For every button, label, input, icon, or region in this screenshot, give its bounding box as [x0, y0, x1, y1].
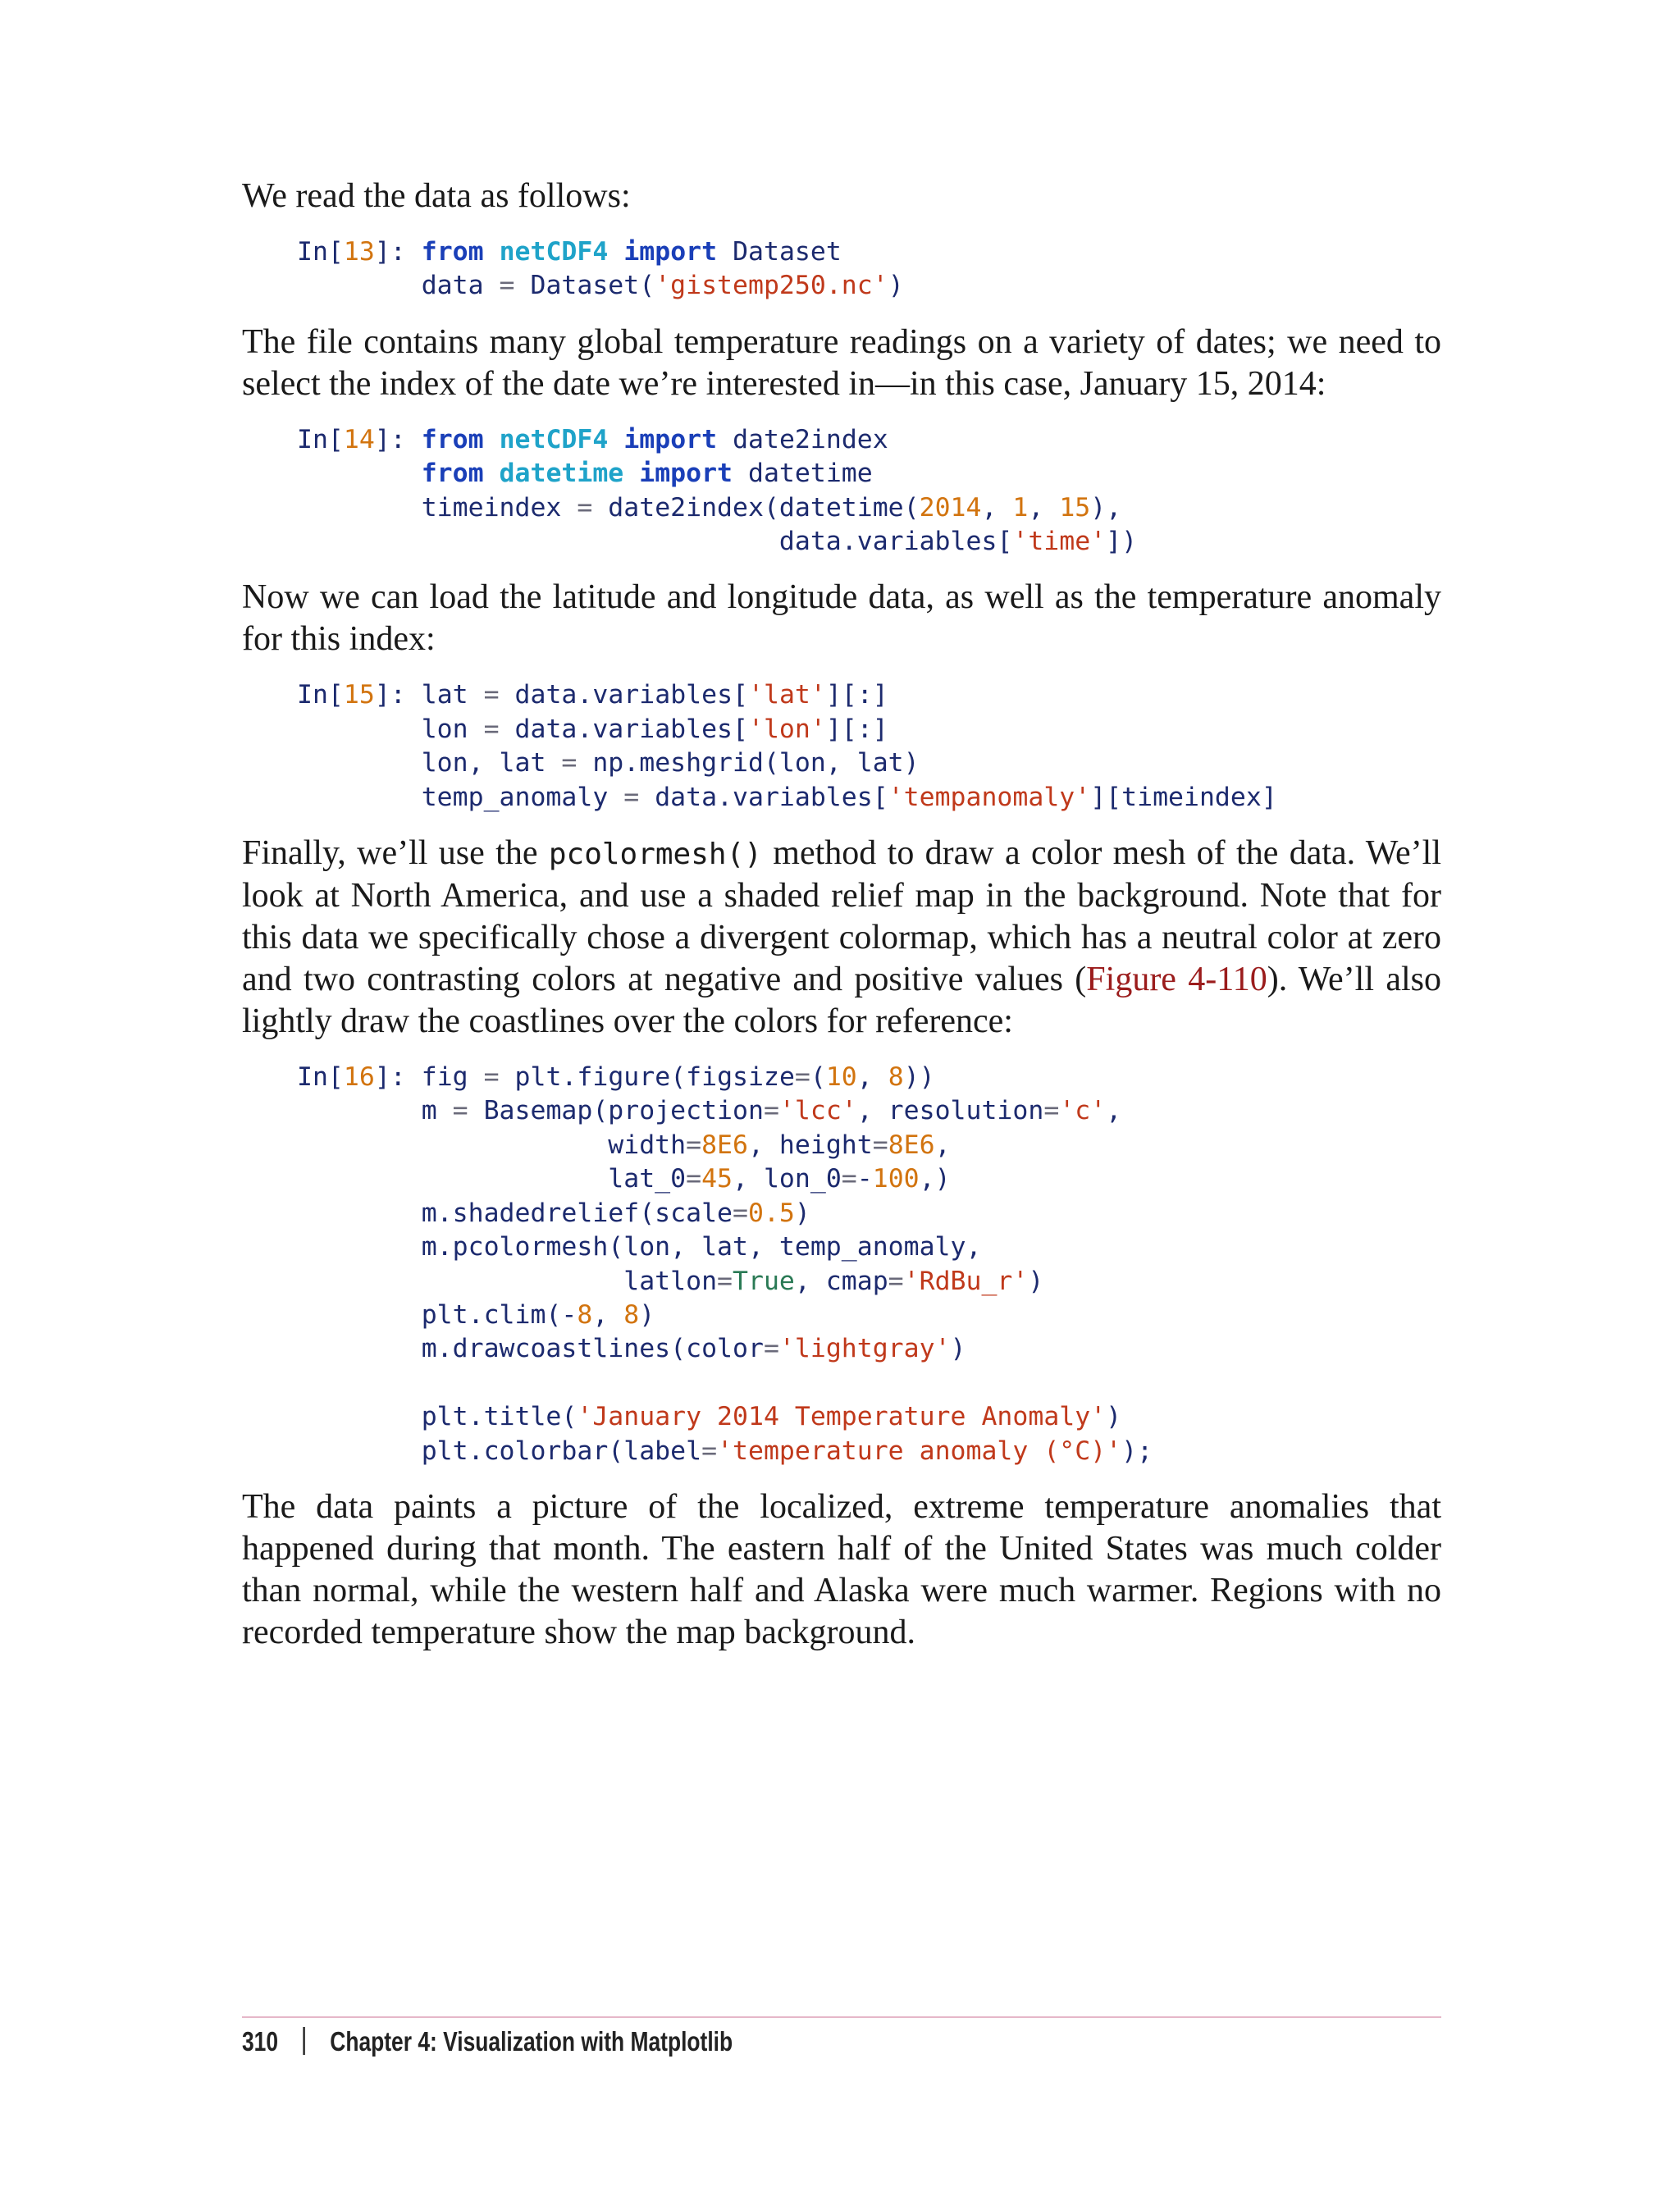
- page-content: [242, 176, 1441, 1654]
- paragraph-pcolormesh: [242, 833, 1441, 1043]
- chapter-title: Chapter 4: Visualization with Matplotlib: [330, 2026, 733, 2057]
- paragraph-load-lat-lon: Now we can load the latitude and longitude data, as well as the temperature anomaly for this index:: [242, 578, 1441, 659]
- footer-separator: [303, 2027, 304, 2055]
- code-cell-in13: In[13]: from netCDF4 import Dataset data = Dataset('gistemp250.nc'): [297, 237, 904, 301]
- code-cell-in15: In[15]: lat = data.variables['lat'][:] lon = data.variables['lon'][:] lon, lat = np.meshgrid(lon, lat) temp_anomaly = data.variables['tempanomaly'][timeindex]: [297, 680, 1277, 812]
- paragraph-read-data: We read the data as follows:: [242, 177, 631, 215]
- paragraph-pcolormesh-text-1: Finally, we’ll use the: [242, 834, 549, 873]
- paragraph-pcolormesh-text-3: ). We’ll also lightly draw the coastlines over the colors for reference:: [242, 961, 1441, 1041]
- figure-cross-reference-link[interactable]: Figure 4-110: [1086, 961, 1267, 999]
- inline-code-pcolormesh: pcolormesh(): [548, 838, 762, 872]
- code-cell-in14: In[14]: from netCDF4 import date2index from datetime import datetime timeindex = date2index(datetime(2014, 1, 15), data.variables['time']): [297, 424, 1138, 557]
- footer-divider: [242, 2016, 1441, 2018]
- page-number: 310: [242, 2026, 279, 2057]
- paragraph-data-picture: The data paints a picture of the localized, extreme temperature anomalies that happened during that month. The eastern half of the United States was much colder than normal, while the western half and Alaska were much warmer. Regions with no recorded temperature show the map background.: [242, 1487, 1441, 1651]
- page-footer: [242, 2026, 733, 2057]
- paragraph-pcolormesh-text-2: method to draw a color mesh of the data. We’ll look at North America, and use a shaded relief map in the background. Note that for this data we specifically chose a divergent colormap, which has a neutral color at zero and two contrasting colors at negative and positive values (: [242, 834, 1442, 999]
- code-cell-in16: In[16]: fig = plt.figure(figsize=(10, 8)) m = Basemap(projection='lcc', resolution='c', width=8E6, height=8E6, lat_0=45, lon_0=-100,) m.shadedrelief(scale=0.5) m.pcolormesh(lon, lat, temp_anomaly, latlon=True, cmap='RdBu_r') plt.clim(-8, 8) m.drawcoastlines(color='lightgray') plt.title('January 2014 Temperature Anomaly') plt.colorbar(label='temperature anomaly (°C)');: [297, 1062, 1153, 1466]
- paragraph-select-date: The file contains many global temperature readings on a variety of dates; we need to select the index of the date we’re interested in—in this case, January 15, 2014:: [242, 322, 1441, 403]
